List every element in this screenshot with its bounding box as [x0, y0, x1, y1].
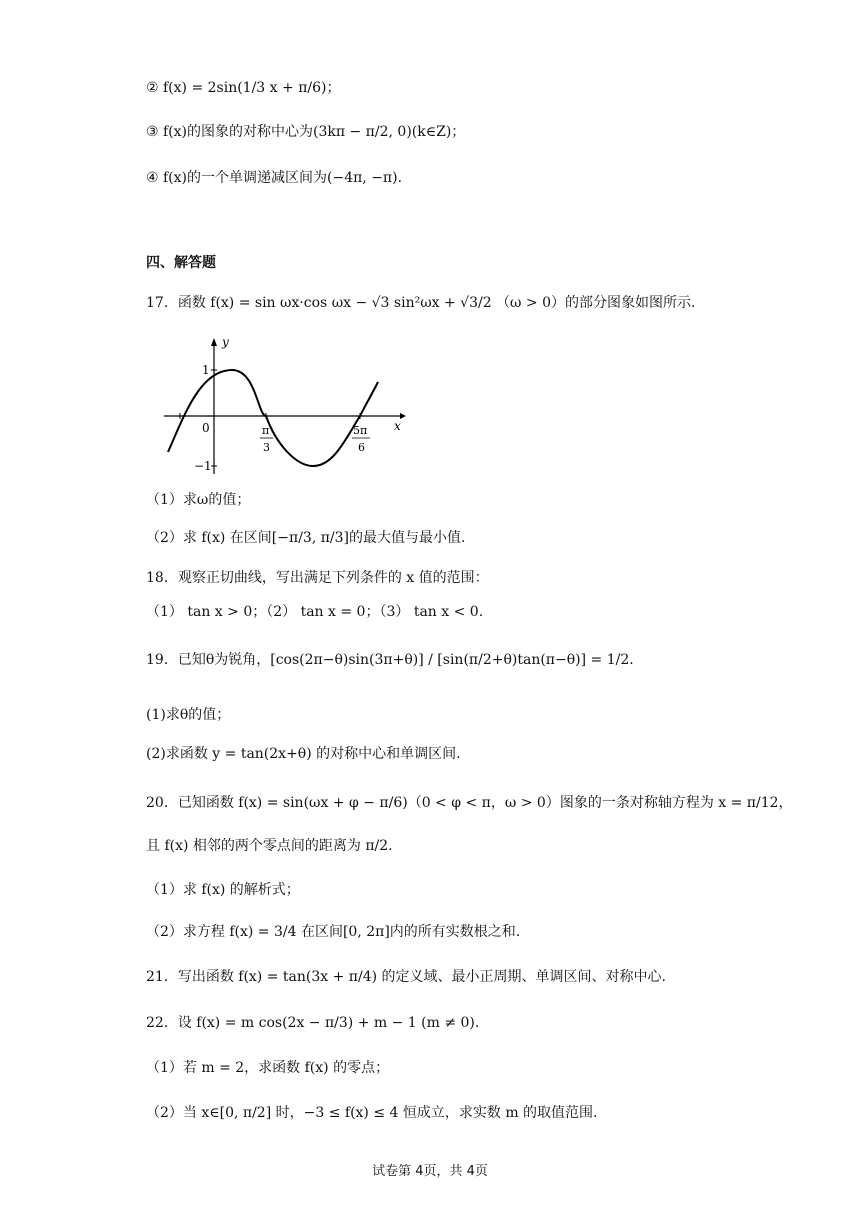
q19-stem: 19．已知θ为锐角，[cos(2π−θ)sin(3π+θ)] / [sin(π/2+θ)tan(π−θ)] = 1/2.: [146, 652, 634, 668]
item-2: ② f(x) = 2sin(1/3 x + π/6)；: [146, 80, 341, 96]
tick-neg1-label: −1: [194, 459, 212, 473]
q18-parts: （1） tan x > 0；（2） tan x = 0；（3） tan x < 0.: [146, 604, 484, 620]
q21-stem: 21．写出函数 f(x) = tan(3x + π/4) 的定义域、最小正周期、单调区间、对称中心.: [146, 969, 666, 985]
x-axis-label: x: [394, 419, 401, 433]
tick-1-label: 1: [202, 363, 210, 377]
page-footer: 试卷第 4页，共 4页: [372, 1164, 488, 1179]
q22-stem: 22．设 f(x) = m cos(2x − π/3) + m − 1 (m ≠ 0).: [146, 1015, 480, 1031]
q22-part1: （1）若 m = 2，求函数 f(x) 的零点；: [146, 1060, 390, 1076]
origin-label: 0: [202, 421, 210, 435]
q18-stem: 18．观察正切曲线，写出满足下列条件的 x 值的范围：: [146, 570, 489, 586]
tick-5pi6-num: 5π: [353, 424, 368, 437]
q20-stem2: 且 f(x) 相邻的两个零点间的距离为 π/2.: [146, 838, 393, 854]
x-axis-arrow: [400, 413, 406, 419]
sine-graph-figure: [160, 334, 410, 479]
item-4: ④ f(x)的一个单调递减区间为(−4π, −π).: [146, 170, 403, 186]
y-axis-arrow: [211, 338, 217, 346]
q17-part2: （2）求 f(x) 在区间[−π/3, π/3]的最大值与最小值.: [146, 530, 466, 546]
q22-part2: （2）当 x∈[0, π/2] 时，−3 ≤ f(x) ≤ 4 恒成立，求实数 m 的取值范围.: [146, 1105, 598, 1121]
y-axis-label: y: [222, 335, 229, 349]
tick-pi3-den: 3: [263, 441, 270, 454]
item-3: ③ f(x)的图象的对称中心为(3kπ − π/2, 0)(k∈Z)；: [146, 124, 466, 140]
q19-part2: (2)求函数 y = tan(2x+θ) 的对称中心和单调区间.: [146, 746, 461, 762]
q20-part2: （2）求方程 f(x) = 3/4 在区间[0, 2π]内的所有实数根之和.: [146, 924, 521, 940]
sine-curve: [168, 370, 378, 466]
q17-part1: （1）求ω的值；: [146, 492, 251, 508]
tick-pi3-num: π: [262, 424, 270, 437]
q17-stem: 17．函数 f(x) = sin ωx·cos ωx − √3 sin²ωx + √3/2 （ω > 0）的部分图象如图所示.: [146, 295, 696, 311]
q20-stem: 20．已知函数 f(x) = sin(ωx + φ − π/6)（0 < φ < π，ω > 0）图象的一条对称轴方程为 x = π/12，: [146, 795, 793, 811]
q19-part1: (1)求θ的值；: [146, 707, 231, 723]
section-title: 四、解答题: [146, 255, 216, 271]
q20-part1: （1）求 f(x) 的解析式；: [146, 882, 300, 898]
tick-5pi6-den: 6: [358, 441, 365, 454]
